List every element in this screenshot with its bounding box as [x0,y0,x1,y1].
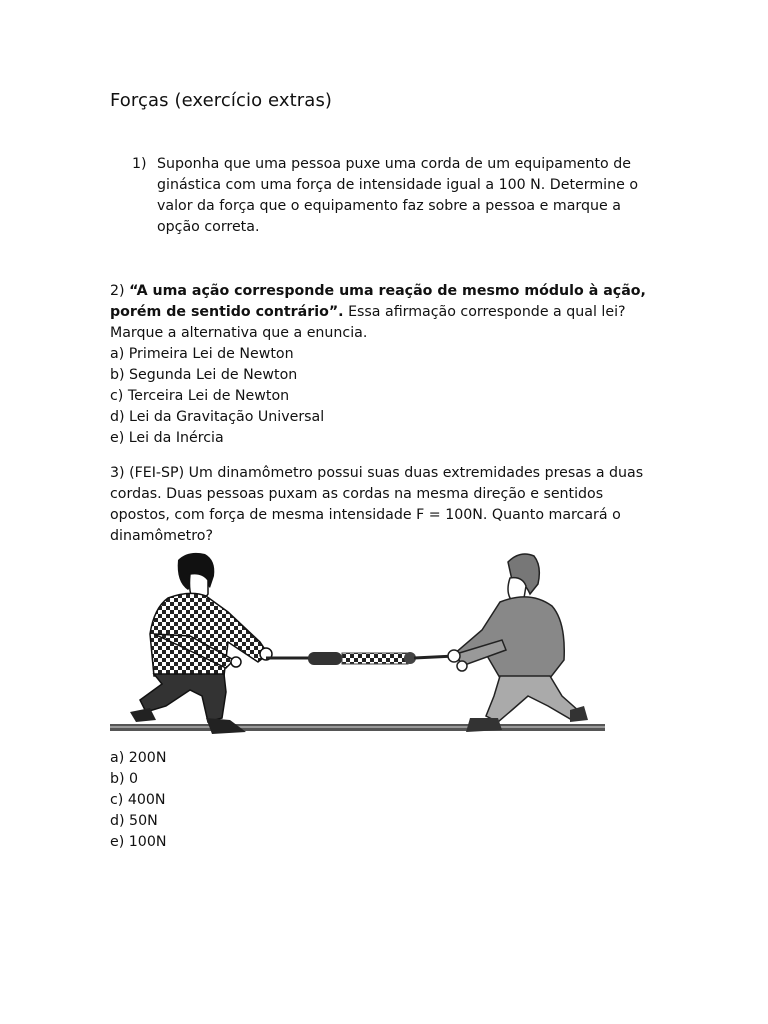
question-3-options [110,748,660,853]
question-1-text: Suponha que uma pessoa puxe uma corda de um equipamento de ginástica com uma força de intensidade igual a 100 N. Determine o valor da força que o equipamento faz sobre a pessoa e marque a opção correta. [157,156,639,235]
question-1 [132,154,652,238]
question-2-quote: “A uma ação corresponde uma reação de mesmo módulo à ação, porém de sentido contrário”. [110,283,646,320]
dynamometer [266,652,455,665]
question-3-option-b: b) 0 [110,771,139,787]
left-person [130,553,272,734]
question-3 [110,463,660,547]
question-3-text: 3) (FEI-SP) Um dinamômetro possui suas duas extremidades presas a duas cordas. Duas pessoas puxam as cordas na mesma direção e sentidos opostos, com força de mesma intensidade F = 100N. Quanto marcará o dinamômetro? [110,465,644,544]
tug-of-war-illustration [110,550,605,748]
question-2-option-e: e) Lei da Inércia [110,430,224,446]
question-2-option-a: a) Primeira Lei de Newton [110,346,294,362]
question-2-statement [110,281,660,344]
question-2-option-c: c) Terceira Lei de Newton [110,388,290,404]
question-3-option-d: d) 50N [110,813,158,829]
question-2 [110,281,660,449]
page-title: Forças (exercício extras) [110,90,333,111]
question-2-number: 2) [110,283,125,299]
question-3-option-c: c) 400N [110,792,166,808]
question-2-question: Essa afirmação corresponde a qual lei? Marque a alternativa que a enuncia. [110,304,626,341]
question-1-number: 1) [132,156,147,172]
ground-line [110,724,605,731]
question-2-option-d: d) Lei da Gravitação Universal [110,409,325,425]
question-3-option-e: e) 100N [110,834,167,850]
question-2-option-b: b) Segunda Lei de Newton [110,367,298,383]
question-3-option-a: a) 200N [110,750,167,766]
right-person [448,554,588,732]
